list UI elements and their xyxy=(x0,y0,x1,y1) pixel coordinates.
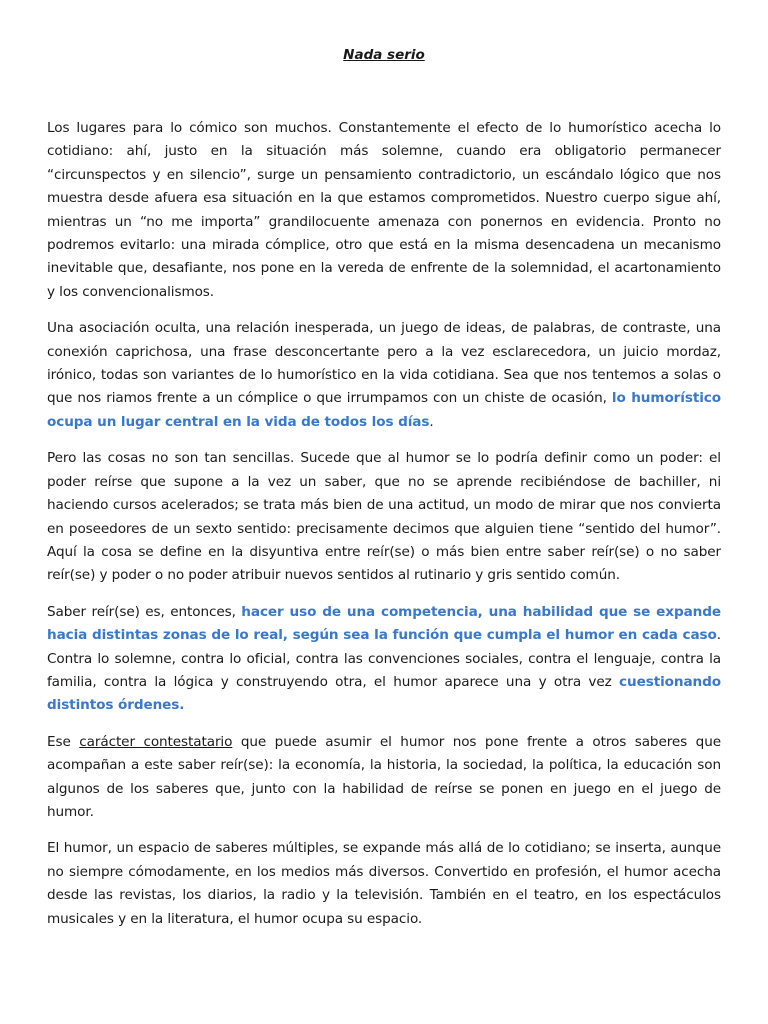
highlighted-phrase: hacer uso de una competencia, una habilidad que se expande hacia distintas zonas de lo real, según sea la función que cumpla el humor en cada caso xyxy=(47,603,721,644)
paragraph-text: . xyxy=(429,413,434,430)
paragraph-3 xyxy=(47,447,721,587)
paragraph-text: Pero las cosas no son tan sencillas. Sucede que al humor se lo podría definir como un poder: el poder reírse que supone a la vez un saber, que no se aprende recibiéndose de bachiller, ni haciendo cursos acelerados; se trata más bien de una actitud, un modo de mirar que nos convierta en poseedores de un sexto sentido: precisamente decimos que alguien tiene “sentido del humor”. Aquí la cosa se define en la disyuntiva entre reír(se) o más bien entre saber reír(se) o no saber reír(se) y poder o no poder atribuir nuevos sentidos al rutinario y gris sentido común. xyxy=(47,450,721,584)
paragraph-6 xyxy=(47,837,721,931)
paragraph-2 xyxy=(47,317,721,434)
paragraph-text: Una asociación oculta, una relación inesperada, un juego de ideas, de palabras, de contraste, una conexión caprichosa, una frase desconcertante pero a la vez esclarecedora, un juicio mordaz, irónico, todas son variantes de lo humorístico en la vida cotidiana. Sea que nos tentemos a solas o que nos riamos frente a un cómplice o que irrumpamos con un chiste de ocasión, xyxy=(47,320,721,407)
paragraph-text: Los lugares para lo cómico son muchos. Constantemente el efecto de lo humorístico acecha lo cotidiano: ahí, justo en la situación más solemne, cuando era obligatorio permanecer “circunspectos y en silencio”, surge un pensamiento contradictorio, un escándalo lógico que nos muestra desde afuera esa situación en la que estamos comprometidos. Nuestro cuerpo sigue ahí, mientras un “no me importa” grandilocuente amenaza con ponernos en evidencia. Pronto no podremos evitarlo: una mirada cómplice, otro que está en la misma desencadena un mecanismo inevitable que, desafiante, nos pone en la vereda de enfrente de la solemnidad, el acartonamiento y los convencionalismos. xyxy=(47,120,721,300)
highlighted-phrase: cuestionando distintos órdenes. xyxy=(47,673,721,714)
paragraph-text: . Contra lo solemne, contra lo oficial, contra las convenciones sociales, contra el lenguaje, contra la familia, contra la lógica y construyendo otra, el humor aparece una y otra vez xyxy=(47,627,721,690)
underlined-phrase: carácter contestatario xyxy=(79,733,233,750)
paragraph-text: El humor, un espacio de saberes múltiples, se expande más allá de lo cotidiano; se inserta, aunque no siempre cómodamente, en los medios más diversos. Convertido en profesión, el humor acecha desde las revistas, los diarios, la radio y la televisión. También en el teatro, en los espectáculos musicales y en la literatura, el humor ocupa su espacio. xyxy=(47,840,721,927)
paragraph-text: que puede asumir el humor nos pone frente a otros saberes que acompañan a este saber reír(se): la economía, la historia, la sociedad, la política, la educación son algunos de los saberes que, junto con la habilidad de reírse se ponen en juego en el juego de humor. xyxy=(47,733,721,820)
document-title: Nada serio xyxy=(343,47,425,63)
paragraph-1 xyxy=(47,117,721,304)
paragraph-5 xyxy=(47,731,721,825)
paragraph-text: Saber reír(se) es, entonces, xyxy=(47,603,242,620)
document-page xyxy=(47,0,721,931)
paragraph-text: Ese xyxy=(47,733,80,750)
paragraph-4 xyxy=(47,601,721,718)
highlighted-phrase: lo humorístico ocupa un lugar central en la vida de todos los días xyxy=(47,390,721,430)
